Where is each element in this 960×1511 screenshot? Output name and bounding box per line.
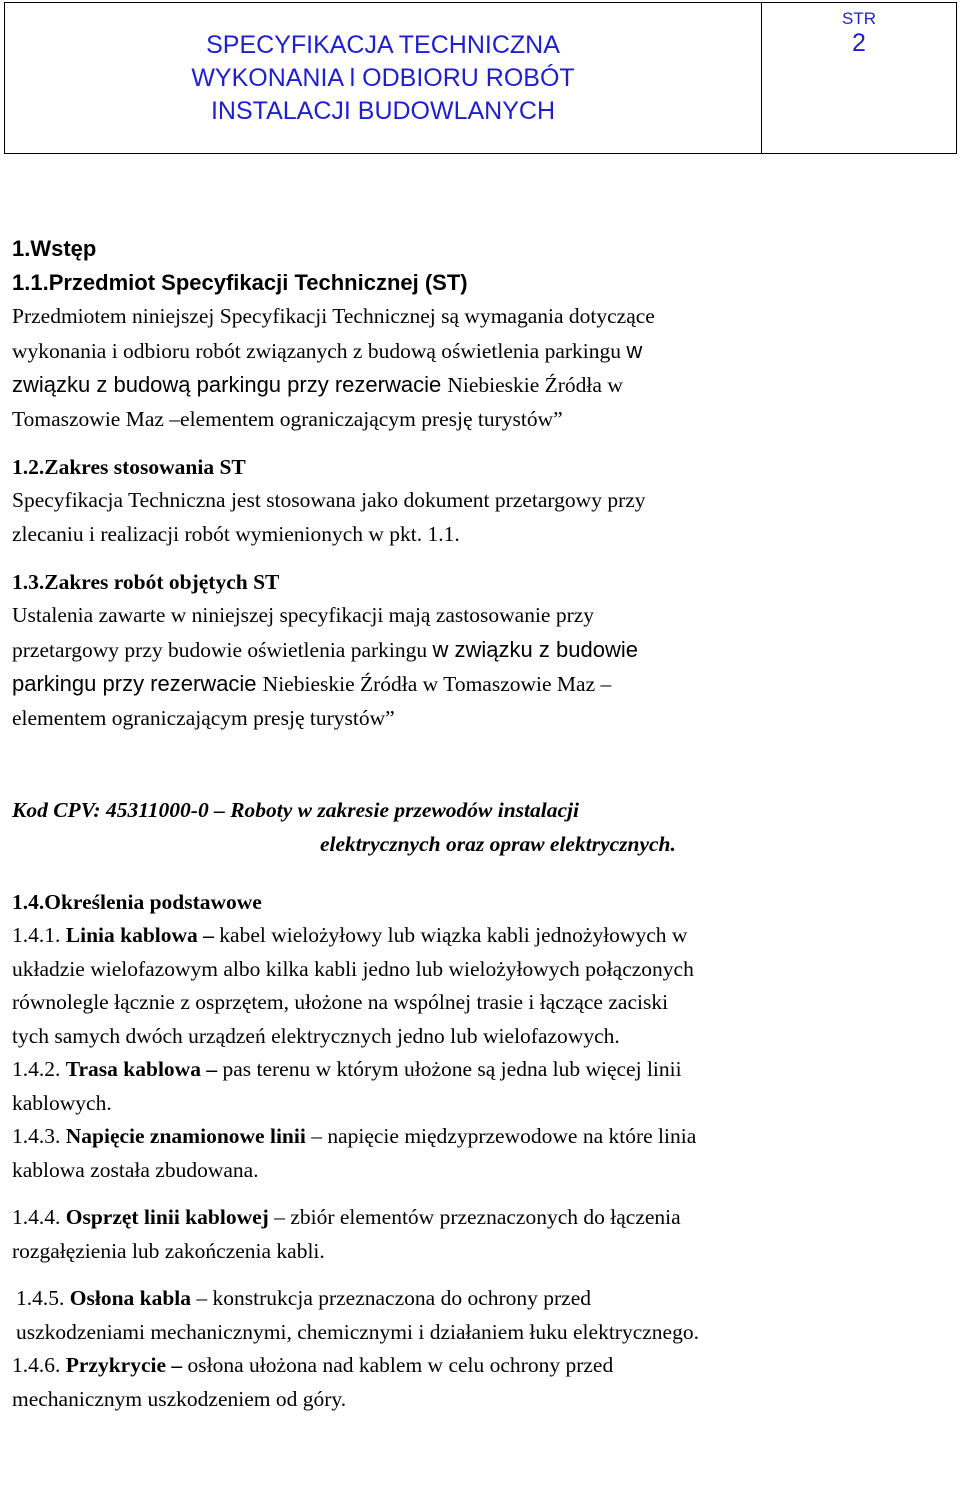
definition-term: Napięcie znamionowe linii: [65, 1124, 306, 1148]
definition-line: [12, 1053, 947, 1087]
paragraph-line: Przedmiotem niniejszej Specyfikacji Technicznej są wymagania dotyczące: [12, 304, 655, 328]
paragraph-line: [12, 334, 947, 369]
text-run: wykonania i odbioru robót związanych z budową oświetlenia parkingu: [12, 338, 627, 363]
definition-term: Linia kablowa –: [65, 923, 214, 947]
document-body: [12, 232, 947, 1416]
page-number-box: [762, 3, 956, 153]
definition-line: mechanicznym uszkodzeniem od góry.: [12, 1386, 347, 1411]
definition-line: [12, 1349, 947, 1383]
page-number: 2: [852, 29, 866, 57]
paragraph-line: zlecaniu i realizacji robót wymienionych w pkt. 1.1.: [12, 521, 460, 546]
section-heading-1-3: 1.3.Zakres robót objętych ST: [12, 570, 280, 594]
text-run: kabel wielożyłowy lub wiązka kabli jednożyłowych w: [213, 923, 688, 947]
cpv-code-line: Kod CPV: 45311000-0 – Roboty w zakresie przewodów instalacji: [12, 798, 579, 822]
title-line: WYKONANIA l ODBIORU ROBÓT: [191, 63, 575, 92]
definition-line: kablowa została zbudowana.: [12, 1157, 259, 1182]
definition-line: kablowych.: [12, 1090, 112, 1115]
text-run: – zbiór elementów przeznaczonych do łączenia: [268, 1205, 681, 1229]
definition-term: Osłona kabla: [69, 1286, 192, 1310]
section-heading-1-4: 1.4.Określenia podstawowe: [12, 890, 262, 914]
text-run: w związku z budowie: [432, 636, 638, 662]
definition-line: [12, 1120, 947, 1154]
paragraph-line: [12, 667, 947, 702]
paragraph-line: [12, 633, 947, 668]
paragraph-line: Specyfikacja Techniczna jest stosowana jako dokument przetargowy przy: [12, 488, 646, 512]
definition-number: 1.4.4.: [12, 1205, 66, 1229]
text-run: – konstrukcja przeznaczona do ochrony przed: [191, 1286, 592, 1310]
text-run: w: [626, 337, 643, 363]
definition-number: 1.4.2.: [12, 1057, 66, 1081]
text-run: – napięcie międzyprzewodowe na które linia: [305, 1124, 697, 1148]
section-heading-1: 1.Wstęp: [12, 236, 97, 261]
document-title: [5, 3, 762, 153]
definition-line: [12, 1201, 947, 1235]
definition-term: Przykrycie –: [65, 1353, 183, 1377]
paragraph-line: Tomaszowie Maz –elementem ograniczającym presję turystów”: [12, 406, 563, 431]
text-run: osłona ułożona nad kablem w celu ochrony przed: [182, 1353, 614, 1377]
paragraph-line: [12, 368, 947, 403]
paragraph-line: elementem ograniczającym presję turystów”: [12, 705, 395, 730]
title-line: SPECYFIKACJA TECHNICZNA: [206, 30, 560, 59]
definition-number: 1.4.5.: [16, 1286, 70, 1310]
definition-term: Osprzęt linii kablowej: [65, 1205, 269, 1229]
definition-line: [12, 1282, 947, 1316]
definition-line: [12, 919, 947, 953]
definition-number: 1.4.3.: [12, 1124, 66, 1148]
definition-line: rozgałęzienia lub zakończenia kabli.: [12, 1238, 325, 1263]
section-heading-1-1: 1.1.Przedmiot Specyfikacji Technicznej (ST): [12, 270, 468, 295]
text-run: Niebieskie Źródła w Tomaszowie Maz –: [262, 672, 612, 696]
text-run: związku z budową parkingu przy rezerwacie: [12, 372, 448, 397]
document-header: [4, 2, 957, 154]
paragraph-line: Ustalenia zawarte w niniejszej specyfikacji mają zastosowanie przy: [12, 603, 595, 627]
title-line: INSTALACJI BUDOWLANYCH: [210, 96, 556, 125]
cpv-code-line: elektrycznych oraz opraw elektrycznych.: [320, 832, 676, 856]
section-heading-1-2: 1.2.Zakres stosowania ST: [12, 455, 246, 479]
text-run: pas terenu w którym ułożone są jedna lub więcej linii: [217, 1057, 682, 1081]
text-run: parkingu przy rezerwacie: [12, 671, 263, 696]
definition-number: 1.4.1.: [12, 923, 66, 947]
definition-line: równolegle łącznie z osprzętem, ułożone na wspólnej trasie i łączące zaciski: [12, 990, 669, 1014]
definition-line: układzie wielofazowym albo kilka kabli jedno lub wielożyłowych połączonych: [12, 956, 694, 981]
page-label: STR: [842, 9, 876, 28]
definition-line: uszkodzeniami mechanicznymi, chemicznymi i działaniem łuku elektrycznego.: [16, 1319, 699, 1344]
definition-number: 1.4.6.: [12, 1353, 66, 1377]
text-run: Niebieskie Źródła w: [447, 373, 623, 397]
definition-term: Trasa kablowa –: [65, 1057, 218, 1081]
text-run: przetargowy przy budowie oświetlenia parkingu: [12, 637, 433, 662]
definition-line: tych samych dwóch urządzeń elektrycznych jedno lub wielofazowych.: [12, 1023, 620, 1048]
